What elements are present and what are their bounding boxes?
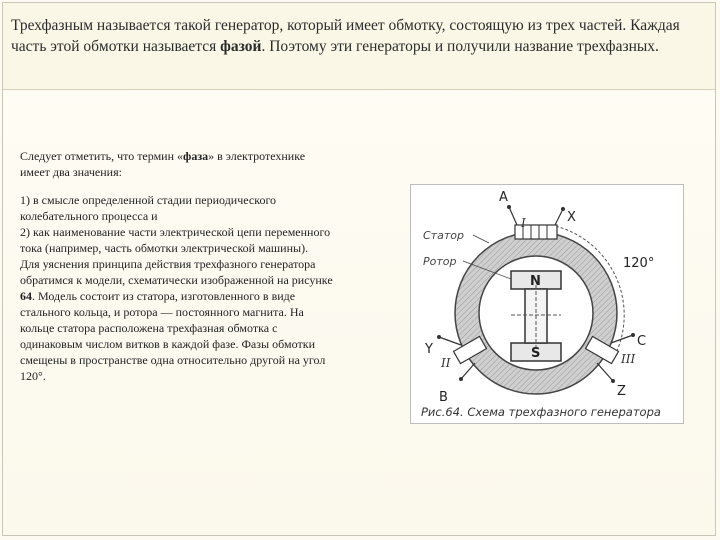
paragraph-meanings <box>20 192 335 384</box>
pole-n-label: N <box>530 274 541 289</box>
generator-figure <box>410 184 684 424</box>
phase-2-label: II <box>441 356 451 370</box>
header-text-bold: фазой <box>220 38 262 55</box>
header-text <box>11 15 711 57</box>
paragraph-term-b: » в электротехнике имеет два значения: <box>20 149 306 179</box>
meaning-1: 1) в смысле определенной стадии периодического колебательного процесса и <box>20 193 277 223</box>
header-text-part2: . Поэтому эти генераторы и получили название трехфазных. <box>261 38 659 55</box>
slide-frame <box>2 2 716 536</box>
figure-number: 64 <box>20 289 32 303</box>
terminal-x: X <box>567 210 576 225</box>
paragraph-model-a: Для уяснения принципа действия трехфазного генератора обратимся к модели, схематически изображенной на рисунке <box>20 257 333 287</box>
body-text <box>20 148 335 384</box>
paragraph-model <box>20 256 335 384</box>
pole-s-label: S <box>531 346 541 361</box>
figure-caption: Рис.64. Схема трехфазного генератора <box>421 405 661 419</box>
terminal-y: Y <box>425 342 433 357</box>
terminal-z: Z <box>617 384 626 399</box>
phase-1-label: I <box>521 216 526 230</box>
stator-label: Статор <box>423 229 464 242</box>
rotor-label: Ротор <box>423 255 457 268</box>
generator-diagram <box>411 185 683 423</box>
phase-3-label: III <box>621 352 636 366</box>
angle-label: 120° <box>623 256 655 271</box>
header-block <box>3 3 715 90</box>
coil-phase-1 <box>509 207 563 239</box>
paragraph-model-b: . Модель состоит из статора, изготовленного в виде стального кольца, и ротора — постоянного магнита. На кольце статора расположена трехфазная обмотка с одинаковым числом витков в каждой фазе. Фазы обмотки смещены в пространстве одна относительно другой на угол 120°. <box>20 289 326 383</box>
meaning-2: 2) как наименование части электрической цепи переменного тока (например, часть обмотки электрической машины). <box>20 225 331 255</box>
terminal-b: B <box>439 390 448 405</box>
terminal-a: A <box>499 190 508 205</box>
header-text-part1: Трехфазным называется такой генератор, который имеет обмотку, состоящую из трех частей. Каждая часть этой обмотки называется <box>11 17 680 55</box>
terminal-c: C <box>637 334 647 349</box>
paragraph-term-bold: фаза <box>183 149 209 163</box>
paragraph-term <box>20 148 335 180</box>
paragraph-term-a: Следует отметить, что термин « <box>20 149 184 163</box>
